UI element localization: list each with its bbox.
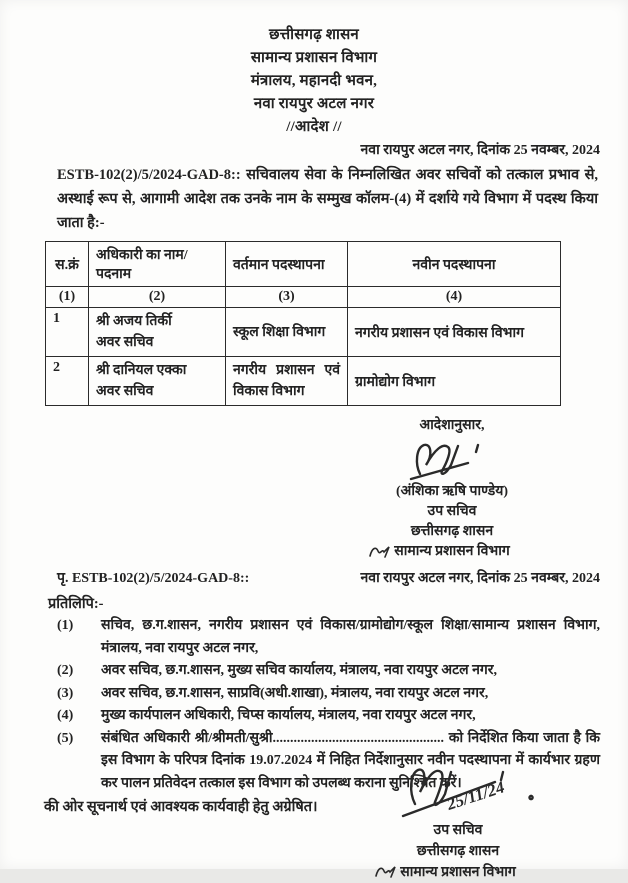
- item-text: मुख्य कार्यपालन अधिकारी, चिप्स कार्यालय, मंत्रालय, नवा रायपुर अटल नगर,: [101, 708, 476, 723]
- row1-officer: [89, 308, 226, 357]
- item-text: सचिव, छ.ग.शासन, नगरीय प्रशासन एवं विकास/ग्रामोद्योग/स्कूल शिक्षा/सामान्य प्रशासन विभाग, मंत्रालय, नवा रायपुर अटल नगर,: [101, 618, 600, 656]
- subheader-2: (2): [89, 287, 226, 308]
- order-paragraph: [57, 163, 598, 235]
- row2-officer: [89, 357, 226, 406]
- order-title: //आदेश //: [286, 119, 342, 135]
- signatory-govt: छत्तीसगढ़ शासन: [410, 524, 494, 539]
- item-text: अवर सचिव, छ.ग.शासन, साप्रवि(अधी.शाखा), मंत्रालय, नवा रायपुर अटल नगर,: [101, 685, 489, 701]
- copy-to-label: प्रतिलिपि:-: [48, 596, 104, 612]
- initials-scribble: [374, 864, 398, 880]
- signature-block-bottom: [308, 760, 608, 883]
- row1-current-posting: स्कूल शिक्षा विभाग: [226, 308, 348, 357]
- item-text: संबंधित अधिकारी श्री/श्रीमती/सुश्री................................................. को निर्देशित किया जाता है कि इस विभाग के परिपत्र दिनांक 19.07.2024 में निहित निर्देशानुसार नवीन पदस्थापना में कार्यभार ग्रहण कर पालन प्रतिवेदन तत्काल इस विभाग को उपलब्ध कराना सुनिश्चित करें।: [101, 730, 600, 791]
- signatory-name: (अंशिका ऋषि पाण्डेय): [395, 484, 509, 499]
- ministry-line: मंत्रालय, महानदी भवन,: [250, 73, 378, 89]
- dept-name: सामान्य प्रशासन विभाग: [250, 50, 378, 66]
- dateline-top: नवा रायपुर अटल नगर, दिनांक 25 नवम्बर, 2024: [360, 143, 600, 158]
- table-subheader-row: [46, 287, 561, 308]
- item-number: (3): [57, 685, 74, 701]
- signatory-dept: [394, 542, 509, 562]
- list-item: [57, 705, 600, 728]
- letterhead: [0, 0, 628, 139]
- signatory-designation: उप सचिव: [427, 504, 477, 519]
- subheader-3: (3): [226, 287, 348, 308]
- endorsement-dateline: नवा रायपुर अटल नगर, दिनांक 25 नवम्बर, 2024: [360, 571, 600, 586]
- item-number: (1): [57, 618, 74, 633]
- order-reference-number: ESTB-102(2)/5/2024-GAD-8::: [57, 167, 241, 183]
- signature-scribble: [404, 436, 500, 482]
- signatory2-designation: उप सचिव: [433, 823, 483, 838]
- signatory2-dept-text: सामान्य प्रशासन विभाग: [400, 865, 516, 880]
- item-number: (5): [57, 730, 74, 746]
- list-item: [57, 615, 600, 660]
- signatory2-govt: छत्तीसगढ़ शासन: [416, 844, 500, 859]
- govt-name: छत्तीसगढ़ शासन: [269, 27, 359, 43]
- item-text: अवर सचिव, छ.ग.शासन, मुख्य सचिव कार्यालय, मंत्रालय, नवा रायपुर अटल नगर,: [101, 663, 498, 678]
- table-header-row: [46, 242, 561, 287]
- item-number: (4): [57, 708, 74, 723]
- list-item: [57, 683, 600, 706]
- list-item: [57, 660, 600, 683]
- by-order-label: आदेशानुसार,: [419, 418, 485, 433]
- postings-table: [45, 241, 561, 406]
- order-paragraph-text: सचिवालय सेवा के निम्नलिखित अवर सचिवों को तत्काल प्रभाव से, अस्थाई रूप से, आगामी आदेश तक उनके नाम के सम्मुख कॉलम-(4) में दर्शाये गये विभाग में पदस्थ किया जाता है:-: [57, 167, 598, 231]
- signature-block-top: [312, 416, 592, 562]
- header-current-posting: वर्तमान पदस्थापना: [226, 242, 348, 287]
- header-officer-name: अधिकारी का नाम/ पदनाम: [89, 242, 226, 287]
- row2-officer-name: श्री दानियल एक्का: [96, 363, 187, 378]
- row1-serial: 1: [46, 308, 89, 357]
- header-serial: स.क्रं: [46, 242, 89, 287]
- table-row: [46, 357, 561, 406]
- handwritten-date: 25/11/24: [444, 777, 507, 814]
- city-line: नवा रायपुर अटल नगर: [253, 96, 375, 112]
- endorsement-line: [57, 568, 600, 589]
- row2-officer-designation: अवर सचिव: [96, 384, 154, 399]
- table-row: [46, 308, 561, 357]
- forwarding-line: की ओर सूचनार्थ एवं आवश्यक कार्यवाही हेतु अग्रेषित।: [44, 799, 318, 815]
- signatory-dept-text: सामान्य प्रशासन विभाग: [394, 544, 510, 559]
- row2-serial: 2: [46, 357, 89, 406]
- signatory2-dept: [400, 862, 515, 883]
- row1-officer-designation: अवर सचिव: [96, 335, 154, 350]
- header-new-posting: नवीन पदस्थापना: [348, 242, 561, 287]
- row1-officer-name: श्री अजय तिर्की: [96, 314, 172, 329]
- initials-scribble: [368, 544, 392, 560]
- row2-current-posting: नगरीय प्रशासन एवं विकास विभाग: [226, 357, 348, 406]
- item-number: (2): [57, 663, 74, 678]
- row1-new-posting: नगरीय प्रशासन एवं विकास विभाग: [348, 308, 561, 357]
- subheader-4: (4): [348, 287, 561, 308]
- row2-new-posting: ग्रामोद्योग विभाग: [348, 357, 561, 406]
- subheader-1: (1): [46, 287, 89, 308]
- endorsement-reference: पृ. ESTB-102(2)/5/2024-GAD-8::: [57, 571, 250, 586]
